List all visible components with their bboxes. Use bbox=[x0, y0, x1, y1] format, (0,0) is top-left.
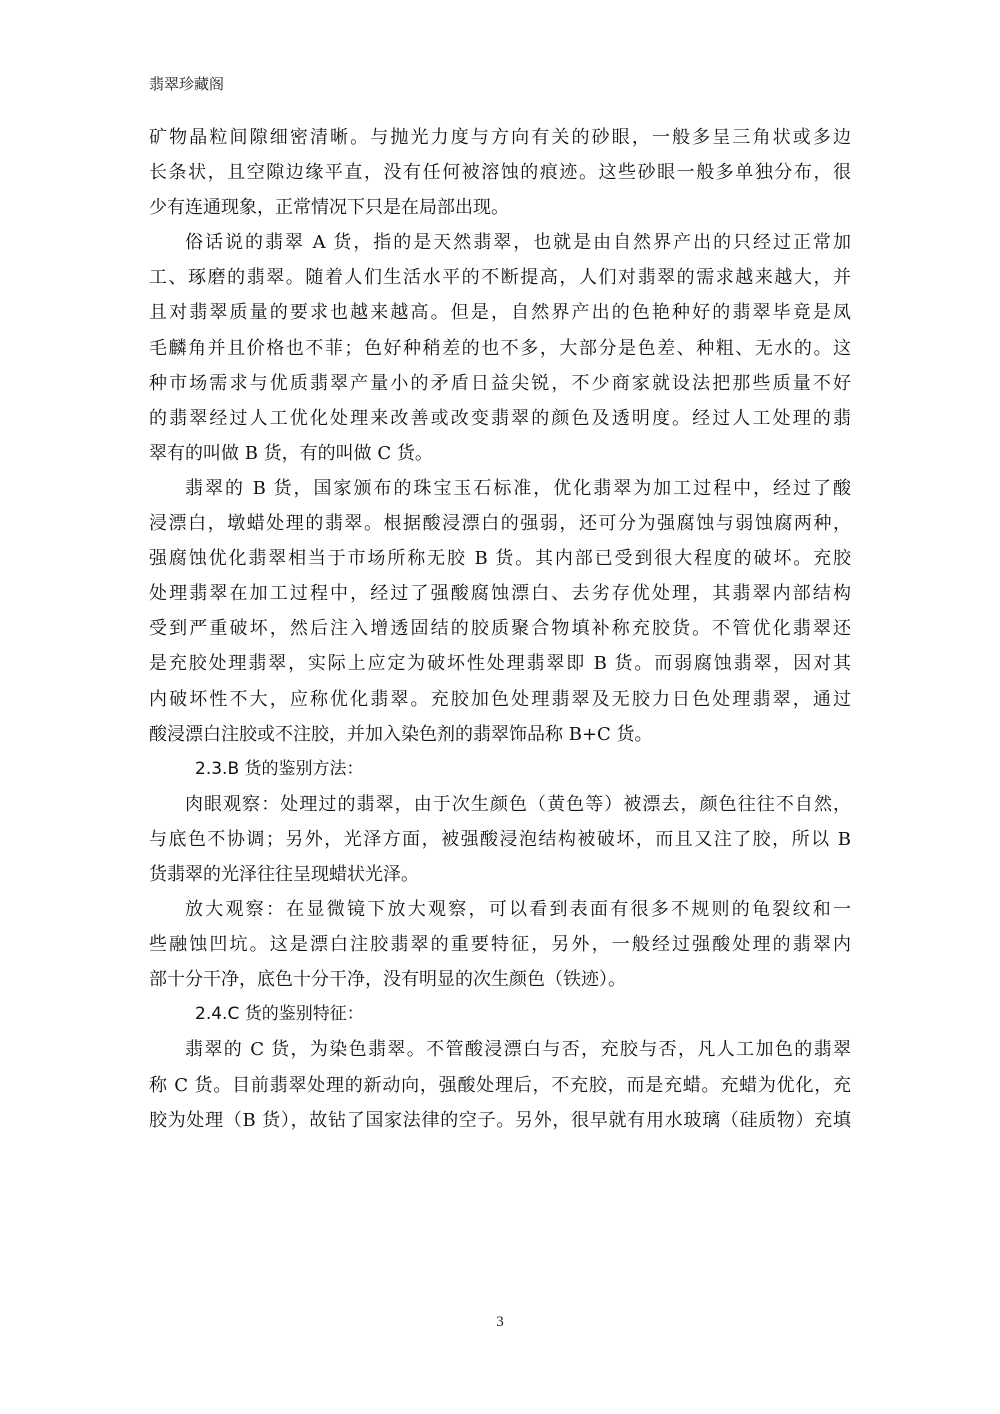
text-line: 工、琢磨的翡翠。随着人们生活水平的不断提高，人们对翡翠的需求越来越大，并 bbox=[149, 267, 851, 289]
page-number: 3 bbox=[496, 1314, 504, 1330]
text-line: 内破坏性不大，应称优化翡翠。充胶加色处理翡翠及无胶力日色处理翡翠，通过 bbox=[149, 688, 851, 710]
text-line: 俗话说的翡翠 A 货，指的是天然翡翠，也就是由自然界产出的只经过正常加 bbox=[185, 232, 851, 254]
text-line: 称 C 货。目前翡翠处理的新动向，强酸处理后，不充胶，而是充蜡。充蜡为优化，充 bbox=[149, 1074, 851, 1096]
text-line: 种市场需求与优质翡翠产量小的矛盾日益尖锐，不少商家就设法把那些质量不好 bbox=[149, 372, 851, 394]
text-line: 少有连通现象，正常情况下只是在局部出现。 bbox=[149, 197, 509, 219]
text-line: 翡翠的 B 货，国家颁布的珠宝玉石标准，优化翡翠为加工过程中，经过了酸 bbox=[185, 477, 851, 499]
text-line: 放大观察：在显微镜下放大观察，可以看到表面有很多不规则的龟裂纹和一 bbox=[185, 899, 851, 921]
text-line: 处理翡翠在加工过程中，经过了强酸腐蚀漂白、去劣存优处理，其翡翠内部结构 bbox=[149, 583, 851, 605]
text-line: 翡翠的 C 货，为染色翡翠。不管酸浸漂白与否，充胶与否，凡人工加色的翡翠 bbox=[185, 1039, 851, 1061]
section-heading: 2.3.B 货的鉴别方法： bbox=[195, 758, 364, 779]
text-line: 强腐蚀优化翡翠相当于市场所称无胶 B 货。其内部已受到很大程度的破坏。充胶 bbox=[149, 548, 851, 570]
text-line: 受到严重破坏，然后注入增透固结的胶质聚合物填补称充胶货。不管优化翡翠还 bbox=[149, 618, 851, 640]
text-line: 些融蚀凹坑。这是漂白注胶翡翠的重要特征，另外，一般经过强酸处理的翡翠内 bbox=[149, 934, 851, 956]
text-line: 矿物晶粒间隙细密清晰。与抛光力度与方向有关的砂眼，一般多呈三角状或多边 bbox=[149, 127, 851, 148]
text-line: 毛麟角并且价格也不菲；色好种稍差的也不多，大部分是色差、种粗、无水的。这 bbox=[149, 337, 851, 359]
text-line: 浸漂白，墩蜡处理的翡翠。根据酸浸漂白的强弱，还可分为强腐蚀与弱蚀腐两种， bbox=[149, 513, 851, 535]
text-line: 肉眼观察：处理过的翡翠，由于次生颜色（黄色等）被漂去，颜色往往不自然， bbox=[185, 793, 851, 815]
text-line: 翠有的叫做 B 货，有的叫做 C 货。 bbox=[149, 442, 433, 464]
body-text bbox=[149, 120, 851, 1138]
text-line: 是充胶处理翡翠，实际上应定为破坏性处理翡翠即 B 货。而弱腐蚀翡翠，因对其 bbox=[149, 653, 851, 675]
text-line: 酸浸漂白注胶或不注胶，并加入染色剂的翡翠饰品称 B+C 货。 bbox=[149, 723, 653, 745]
text-line: 与底色不协调；另外，光泽方面，被强酸浸泡结构被破坏，而且又注了胶，所以 B bbox=[149, 828, 851, 850]
text-line: 部十分干净，底色十分干净，没有明显的次生颜色（铁迹）。 bbox=[149, 969, 626, 991]
text-line: 胶为处理（B 货），故钻了国家法律的空子。另外，很早就有用水玻璃（硅质物）充填 bbox=[149, 1109, 851, 1131]
text-line: 且对翡翠质量的要求也越来越高。但是，自然界产出的色艳种好的翡翠毕竟是凤 bbox=[149, 302, 851, 324]
running-header: 翡翠珍藏阁 bbox=[149, 75, 225, 93]
text-line: 货翡翠的光泽往往呈现蜡状光泽。 bbox=[149, 863, 419, 885]
section-heading: 2.4.C 货的鉴别特征： bbox=[195, 1004, 364, 1025]
text-line: 的翡翠经过人工优化处理来改善或改变翡翠的颜色及透明度。经过人工处理的翡 bbox=[149, 407, 851, 429]
text-line: 长条状，且空隙边缘平直，没有任何被溶蚀的痕迹。这些砂眼一般多单独分布，很 bbox=[149, 162, 851, 184]
